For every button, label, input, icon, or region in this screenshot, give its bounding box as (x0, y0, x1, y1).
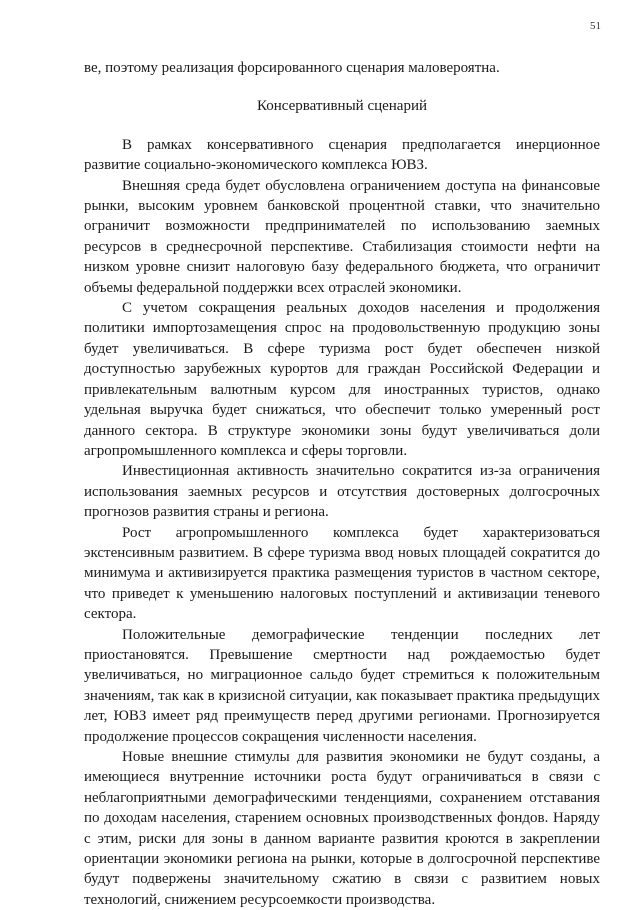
page-number: 51 (590, 20, 601, 32)
paragraph: В рамках консервативного сценария предполагается инерционное развитие социально-экономического комплекса ЮВЗ. (84, 136, 600, 174)
paragraph: Новые внешние стимулы для развития экономики не будут созданы, а имеющиеся внутренние источники роста будут ограничиваться в связи с неблагоприятными демографическими тенденциями, сохранением отставания по доходам населения, старением основных производственных фондов. Наряду с этим, риски для зоны в данном варианте развития кроются в закреплении ориентации экономики региона на рынки, которые в долгосрочной перспективе будут подвержены значительному сжатию в связи с развитием новых технологий, снижением ресурсоемкости производства. (84, 749, 600, 908)
paragraph: Положительные демографические тенденции последних лет приостановятся. Превышение смертности над рождаемостью будет увеличиваться, но миграционное сальдо будет стремиться к положительным значениям, так как в кризисной ситуации, как показывает практика предыдущих лет, ЮВЗ имеет ряд преимуществ перед другими регионами. Прогнозируется продолжение процессов сокращения численности населения. (84, 626, 600, 745)
paragraph: Внешняя среда будет обусловлена ограничением доступа на финансовые рынки, высоким уровнем банковской процентной ставки, что значительно ограничит возможности предпринимателей по использованию заемных ресурсов в среднесрочной перспективе. Стабилизация стоимости нефти на низком уровне снизит налоговую базу федерального бюджета, что ограничит объемы федеральной поддержки всех отраслей экономики. (84, 177, 600, 296)
page-body (84, 58, 600, 910)
paragraph: Рост агропромышленного комплекса будет характеризоваться экстенсивным развитием. В сфере туризма ввод новых площадей сократится до минимума и активизируется практика размещения туристов в частном секторе, что приведет к уменьшению налоговых поступлений и активизации теневого сектора. (84, 524, 600, 623)
intro-line: ве, поэтому реализация форсированного сценария маловероятна. (84, 60, 500, 76)
paragraph: Инвестиционная активность значительно сократится из-за ограничения использования заемных ресурсов и отсутствия достоверных долгосрочных прогнозов развития страны и региона. (84, 463, 600, 521)
section-heading: Консервативный сценарий (256, 98, 428, 115)
paragraph: С учетом сокращения реальных доходов населения и продолжения политики импортозамещения спрос на продовольственную продукцию зоны будет увеличиваться. В сфере туризма рост будет обеспечен низкой доступностью зарубежных курортов для граждан Российской Федерации и привлекательным валютным курсом для иностранных туристов, однако удельная выручка будет снижаться, что обеспечит только умеренный рост данного сектора. В структуре экономики зоны будут увеличиваться доли агропромышленного комплекса и сферы торговли. (84, 300, 600, 459)
